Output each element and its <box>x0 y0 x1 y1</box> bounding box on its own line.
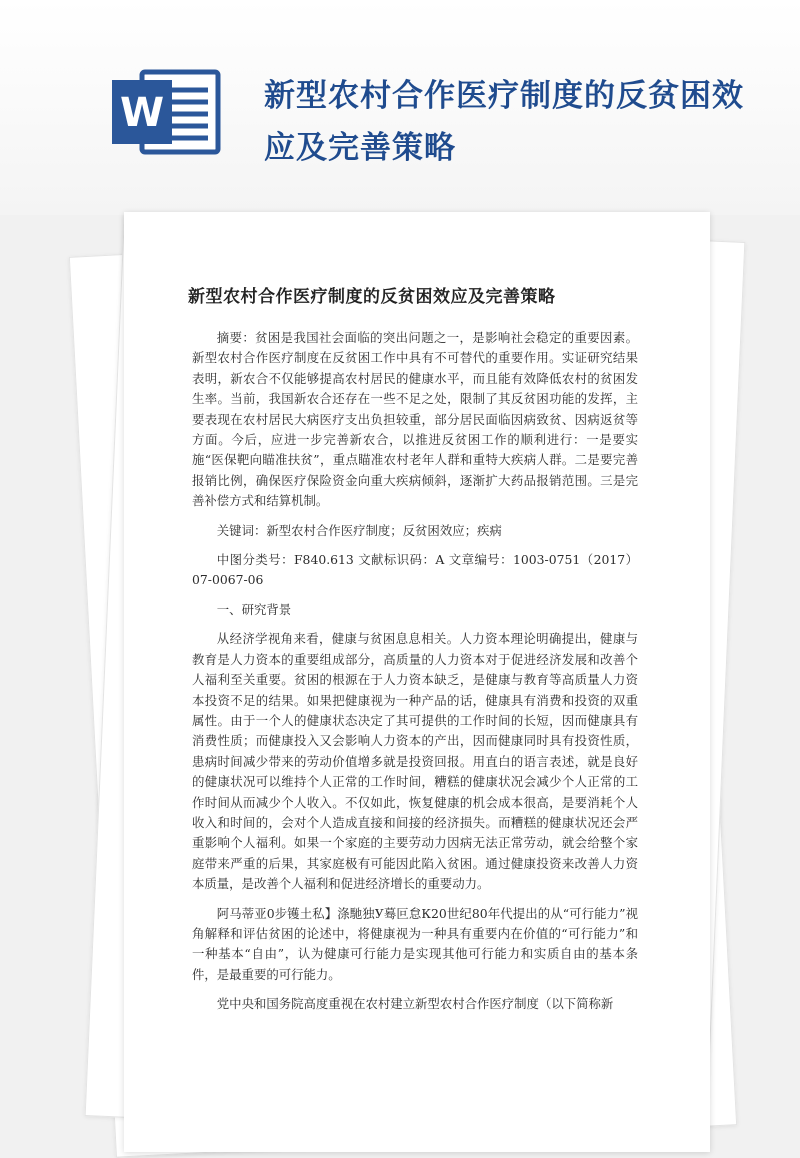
abstract-paragraph: 摘要：贫困是我国社会面临的突出问题之一，是影响社会稳定的重要因素。新型农村合作医疗制度在反贫困工作中具有不可替代的重要作用。实证研究结果表明，新农合不仅能够提高农村居民的健康水平，而且能有效降低农村的贫困发生率。当前，我国新农合还存在一些不足之处，限制了其反贫困功能的发挥，主要表现在农村居民大病医疗支出负担较重，部分居民面临因病致贫、因病返贫等方面。今后，应进一步完善新农合，以推进反贫困工作的顺利进行：一是要实施“医保靶向瞄准扶贫”，重点瞄准农村老年人群和重特大疾病人群。二是要完善报销比例，确保医疗保险资金向重大疾病倾斜，逐渐扩大药品报销范围。三是完善补偿方式和结算机制。 <box>192 330 638 509</box>
document-page <box>124 212 710 1152</box>
document-body <box>192 328 638 1024</box>
section-heading: 一、研究背景 <box>216 601 292 617</box>
body-paragraph: 党中央和国务院高度重视在农村建立新型农村合作医疗制度（以下简称新 <box>216 996 614 1012</box>
keywords-line: 关键词：新型农村合作医疗制度；反贫困效应；疾病 <box>216 522 502 538</box>
body-paragraph: 从经济学视角来看，健康与贫困息息相关。人力资本理论明确提出，健康与教育是人力资本的重要组成部分，高质量的人力资本对于促进经济发展和改善个人福利至关重要。贫困的根源在于人力资本缺乏，是健康与教育等高质量人力资本投资不足的结果。如果把健康视为一种产品的话，健康具有消费和投资的双重属性。由于一个人的健康状态决定了其可提供的工作时间的长短，因而健康具有消费性质；而健康投入又会影响人力资本的产出，因而健康同时具有投资性质，患病时间减少带来的劳动价值增多就是投资回报。用直白的语言表述，就是良好的健康状况可以维持个人正常的工作时间，糟糕的健康状况会减少个人正常的工作时间从而减少个人收入。不仅如此，恢复健康的机会成本很高，是要消耗个人收入和时间的，会对个人造成直接和间接的经济损失。而糟糕的健康状况还会严重影响个人福利。如果一个家庭的主要劳动力因病无法正常劳动，就会给整个家庭带来严重的后果，其家庭极有可能因此陷入贫困。通过健康投资来改善人力资本质量，是改善个人福利和促进经济增长的重要动力。 <box>192 631 638 892</box>
document-title: 新型农村合作医疗制度的反贫困效应及完善策略 <box>188 287 556 307</box>
word-icon-letter: W <box>119 90 165 136</box>
banner <box>0 0 800 215</box>
banner-title: 新型农村合作医疗制度的反贫困效应及完善策略 <box>264 78 744 166</box>
word-document-icon <box>108 66 226 158</box>
body-paragraph: 阿马蒂亚0步镬土私】涤馳独У蓦叵怠К20世纪80年代提出的从“可行能力”视角解释和评估贫困的论述中，将健康视为一种具有重要内在价值的“可行能力”和一种基本“自由”，认为健康可行能力是实现其他可行能力和实质自由的基本条件，是最重要的可行能力。 <box>192 905 638 982</box>
classification-line: 中图分类号：F840.613 文献标识码：A 文章编号：1003-0751（2017）07-0067-06 <box>192 552 638 588</box>
